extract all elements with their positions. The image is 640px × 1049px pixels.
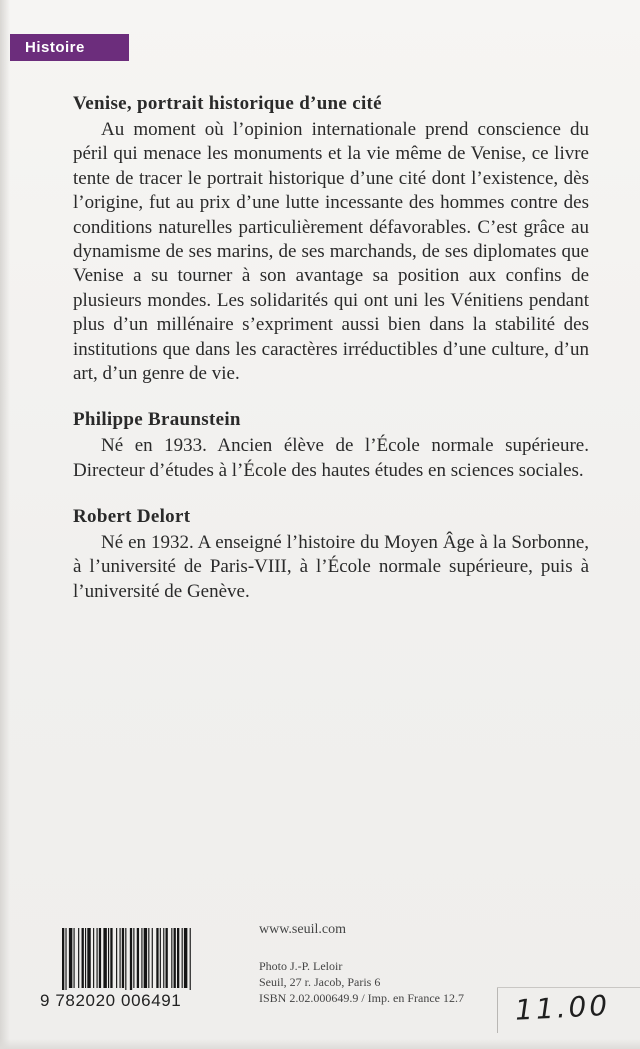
barcode-bar — [137, 928, 139, 988]
barcode-bar — [141, 928, 142, 988]
book-summary-paragraph: Au moment où l’opinion internationale prend conscience du péril qui menace les monuments et la vie même de Venise, ce livre tente de tracer le portrait historique d’une cité dont l’existence, dès l’origine, fut au prix d’une lutte incessante des hommes contre des conditions naturelles particulièrement défavorables. C’est grâce au dynamisme de ses marins, de ses marchands, de ses diplomates que Venise a su tourner à son avantage sa position aux confins de plusieurs mondes. Les solidarités qui ont uni les Vénitiens pendant plus d’un millénaire s’expriment aussi bien dans la stabilité des institutions que dans les caractères irréductibles d’une culture, d’un art, d’un genre de vie. — [73, 119, 589, 385]
barcode-bar — [182, 928, 183, 988]
barcode-bar — [174, 928, 176, 988]
book-summary-section — [73, 90, 589, 386]
barcode-bar — [78, 928, 79, 988]
barcode-bar — [125, 928, 126, 990]
publisher-info — [259, 922, 464, 1006]
barcode-bar — [156, 928, 158, 988]
barcode-bar — [93, 928, 94, 988]
barcode-bar — [120, 928, 121, 988]
publisher-address: Seuil, 27 r. Jacob, Paris 6 — [259, 975, 381, 989]
photo-credit: Photo J.-P. Leloir — [259, 959, 343, 973]
bottom-shade — [0, 1039, 640, 1049]
barcode-bar — [74, 928, 75, 988]
handwritten-price: 11.00 — [514, 988, 611, 1027]
publisher-url: www.seuil.com — [259, 922, 346, 937]
barcode-digits: 9 782020 006491 — [40, 991, 182, 1010]
barcode-bar — [166, 928, 168, 988]
barcode-bar — [87, 928, 90, 988]
barcode-bar — [148, 928, 149, 988]
barcode-bar — [130, 928, 132, 990]
barcode-bar — [152, 928, 153, 988]
barcode-bars — [40, 928, 250, 990]
author-bio-section — [73, 406, 589, 483]
barcode-bar — [108, 928, 109, 988]
barcode-bar — [171, 928, 172, 988]
spine-shadow — [0, 0, 10, 1049]
author-bio-paragraph: Né en 1932. A enseigné l’histoire du Moyen Âge à la Sorbonne, à l’université de Paris-VIII, à l’École normale supérieure, puis à l’université de Genève. — [73, 532, 589, 602]
author-bio-paragraph: Né en 1933. Ancien élève de l’École normale supérieure. Directeur d’études à l’École des hautes études en sciences sociales. — [73, 435, 589, 481]
book-title-heading: Venise, portrait historique d’une cité — [73, 93, 382, 114]
barcode-bar — [85, 928, 86, 988]
barcode-bar — [116, 928, 117, 988]
barcode-bar — [177, 928, 179, 988]
barcode-bar — [99, 928, 101, 988]
barcode-bar — [65, 928, 66, 990]
barcode-bar — [62, 928, 64, 990]
barcode-bar — [133, 928, 134, 988]
barcode-bar — [190, 928, 191, 990]
barcode-bar — [122, 928, 124, 988]
author-bio-section — [73, 503, 589, 604]
barcode-bar — [69, 928, 72, 988]
description-text — [73, 90, 589, 624]
barcode-bar — [110, 928, 112, 988]
barcode-bar — [163, 928, 164, 988]
barcode-bar — [144, 928, 147, 988]
isbn-barcode — [40, 928, 250, 1018]
author-name-heading: Robert Delort — [73, 506, 191, 528]
barcode-bar — [103, 928, 106, 988]
author-name-heading: Philippe Braunstein — [73, 409, 241, 431]
barcode-bar — [82, 928, 84, 988]
barcode-bar — [160, 928, 161, 988]
barcode-bar — [97, 928, 98, 988]
genre-tag: Histoire — [10, 34, 129, 61]
barcode-bar — [184, 928, 187, 988]
isbn-line: ISBN 2.02.000649.9 / Imp. en France 12.7 — [259, 991, 464, 1005]
